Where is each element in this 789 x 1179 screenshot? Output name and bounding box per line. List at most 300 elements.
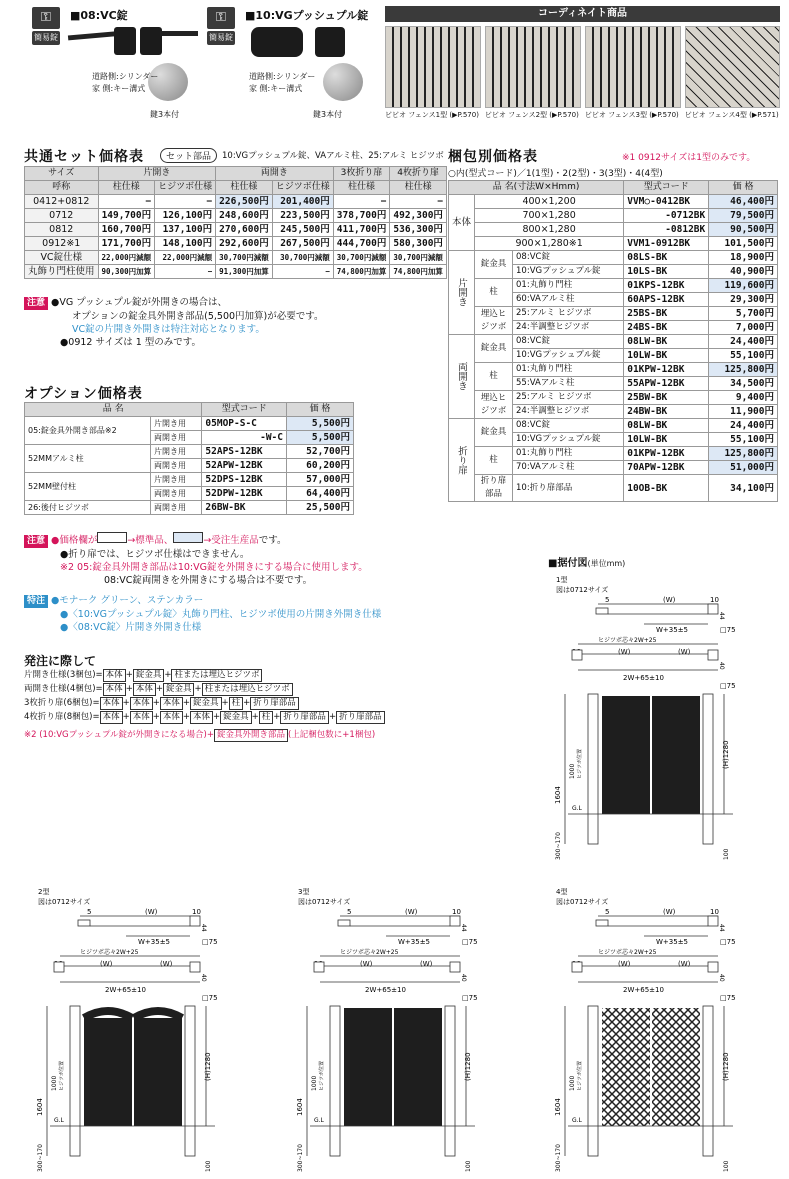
th: 両開き [216, 167, 334, 181]
plus: + [155, 684, 163, 694]
table-cell: − [333, 195, 390, 209]
dim-label: 2W+65±10 [623, 674, 664, 682]
table-cell: 55:VAアルミ柱 [513, 377, 624, 391]
th: ヒジツボ仕様 [272, 181, 333, 195]
table-cell: 119,600円 [709, 279, 778, 293]
dim-label: 44 [718, 924, 725, 932]
install-drawing [548, 886, 768, 1176]
note-line: です。 [258, 535, 287, 546]
table-cell: 24:半調整ヒジツボ [513, 405, 624, 419]
gate-panel [344, 1008, 392, 1126]
order-rows [24, 668, 444, 724]
table-cell: 0812 [25, 223, 99, 237]
table-cell: 01:丸飾り門柱 [513, 279, 624, 293]
table-cell: 444,700円 [333, 237, 390, 251]
table-cell: 5,500円 [287, 417, 354, 431]
dim-label: 5 [605, 596, 610, 604]
order-item: 本体 [160, 697, 183, 710]
table-cell: 05MOP-S-C [202, 417, 287, 431]
dim-label: 100 [465, 1160, 472, 1172]
plus: + [251, 712, 259, 722]
table-cell: VC錠仕様 [25, 251, 99, 265]
table-cell: 01:丸飾り門柱 [513, 447, 624, 461]
order-row [24, 696, 444, 710]
lock-keys: 鍵3本付 [313, 110, 343, 119]
note-line: ●価格欄が [51, 535, 98, 546]
table-cell: 08:VC錠 [513, 419, 624, 433]
table-cell: 01KPS-12BK [624, 279, 709, 293]
table-cell: 柱 [475, 279, 513, 307]
plus: + [122, 698, 130, 708]
table-cell: 79,500円 [709, 209, 778, 223]
dim-label: 5 [605, 908, 610, 916]
order-title: 発注に際して [24, 654, 97, 668]
lock-cyl: 道路側:シリンダー [92, 72, 159, 81]
table-cell: 52DPS-12BK [202, 473, 287, 487]
dim-label: 100 [723, 1160, 730, 1172]
coord-label-3[interactable]: ビビオ フェンス3型 (▶P.570) [584, 111, 679, 119]
table-cell: 24BS-BK [624, 321, 709, 335]
install-drawing [290, 886, 510, 1176]
dim-label: □75 [202, 938, 218, 946]
dim-label: G.L [54, 1117, 64, 1124]
table-cell: 57,000円 [287, 473, 354, 487]
th: 柱仕様 [216, 181, 273, 195]
table-cell: 60,200円 [287, 459, 354, 473]
dim-label: 44 [200, 924, 207, 932]
badge: 簡易錠 [207, 31, 235, 45]
table-cell: 25BW-BK [624, 391, 709, 405]
fence-image-2 [485, 26, 581, 108]
draw-rect [703, 1006, 713, 1156]
table-row [449, 223, 778, 237]
table-cell: 両開き用 [151, 431, 202, 445]
th: 型式コード [202, 403, 287, 417]
table-cell: 10LW-BK [624, 433, 709, 447]
table-row [25, 417, 354, 431]
th: 品 名 [25, 403, 202, 417]
draw-rect [708, 962, 718, 972]
table-row [25, 251, 447, 265]
dim-label: □75 [720, 994, 736, 1002]
table-row [25, 265, 447, 279]
dim-label: (W) [145, 908, 158, 916]
dim-label: W+35±5 [656, 626, 689, 634]
plus: + [194, 684, 202, 694]
table-cell: 137,100円 [155, 223, 216, 237]
draw-rect [338, 920, 350, 926]
draw-rect [572, 962, 582, 972]
drawing-type3 [290, 886, 510, 1176]
order-item: 本体 [130, 711, 153, 724]
table-cell: 錠金具 [475, 419, 513, 447]
install-drawing [548, 574, 768, 864]
table-cell: 64,400円 [287, 487, 354, 501]
dim-label: 1000 [569, 1075, 576, 1091]
table-cell: 55,100円 [709, 349, 778, 363]
th: 型式コード [624, 181, 709, 195]
order-item: 本体 [190, 711, 213, 724]
lock-vg [205, 3, 375, 121]
gate-panels [84, 1011, 182, 1126]
lock-in: 家 側:キー溝式 [249, 84, 303, 93]
setprice-table [24, 166, 447, 279]
dim-label: 2W+65±10 [365, 986, 406, 994]
table-cell: 錠金具 [475, 251, 513, 279]
draw-rect [596, 608, 608, 614]
dim-label: 図は0712サイズ [38, 898, 91, 906]
order-item: 錠金具 [133, 669, 165, 682]
order-item: 本体 [130, 697, 153, 710]
table-cell: 26BW-BK [202, 501, 287, 515]
note-line: ※2 05:錠金具外開き部品は10:VG錠を外開きにする場合に使用します。 [60, 562, 368, 573]
order-item: 本体 [160, 711, 183, 724]
dim-label: 1604 [554, 1098, 562, 1116]
table-row [25, 223, 447, 237]
coord-labels [385, 110, 785, 120]
table-cell: 30,700円減額 [333, 251, 390, 265]
table-cell: 11,900円 [709, 405, 778, 419]
table-cell: 01KPW-12BK [624, 447, 709, 461]
table-cell: 34,500円 [709, 377, 778, 391]
table-row [449, 447, 778, 461]
table-cell: 25:アルミ ヒジツボ [513, 307, 624, 321]
order-item: 柱 [259, 711, 274, 724]
coord-label-1[interactable]: ビビオ フェンス1型 (▶P.570) [385, 111, 479, 119]
dim-label: (W) [618, 648, 631, 656]
draw-rect [330, 1006, 340, 1156]
table-cell: 01KPW-12BK [624, 363, 709, 377]
table-cell: 10LS-BK [624, 265, 709, 279]
pack-title: 梱包別価格表 [448, 149, 538, 165]
table-cell: 01:丸飾り門柱 [513, 363, 624, 377]
table-cell: 10:VGプッシュプル錠 [513, 433, 624, 447]
table-row [449, 475, 778, 502]
table-cell: 70:VAアルミ柱 [513, 461, 624, 475]
table-row [25, 195, 447, 209]
table-cell: 08:VC錠 [513, 251, 624, 265]
notes2 [24, 532, 434, 587]
table-cell: 05:錠金具外開き部品※2 [25, 417, 151, 445]
table-cell: 柱 [475, 363, 513, 391]
fence-image-3 [585, 26, 681, 108]
dim-label: □75 [202, 994, 218, 1002]
lock-cyl: 道路側:シリンダー [249, 72, 316, 81]
th: 柱仕様 [390, 181, 447, 195]
plus: + [125, 670, 133, 680]
draw-rect [185, 1006, 195, 1156]
plus: + [273, 712, 281, 722]
setprice-title: 共通セット価格表 [24, 149, 144, 165]
table-cell: 248,600円 [216, 209, 273, 223]
setprice-tag: セット部品 [160, 148, 217, 163]
table-cell: 9,400円 [709, 391, 778, 405]
dim-label: W+35±5 [398, 938, 431, 946]
gate-panel [84, 1018, 132, 1126]
dim-label: 10 [710, 908, 719, 916]
order-label: 3枚折り扉(6梱包)= [24, 698, 100, 708]
dim-label: 5 [87, 908, 92, 916]
dim-label: 3型 [298, 888, 310, 896]
table-cell: -0712BK [624, 209, 709, 223]
table-cell: VVM1-0912BK [624, 237, 709, 251]
th: 価 格 [287, 403, 354, 417]
table-cell: 08LS-BK [624, 251, 709, 265]
gate-panel [652, 1008, 700, 1126]
table-cell: 08LW-BK [624, 419, 709, 433]
table-cell: 52DPW-12BK [202, 487, 287, 501]
dim-label: G.L [572, 1117, 582, 1124]
custom-box [173, 532, 203, 543]
dim-label: (W) [420, 960, 433, 968]
table-row [449, 363, 778, 377]
table-cell: 125,800円 [709, 363, 778, 377]
note-line: ●0912 サイズは 1 型のみです。 [60, 337, 202, 348]
th: 4枚折り扉 [390, 167, 447, 181]
order-row [24, 668, 444, 682]
drawing-type4 [548, 886, 768, 1176]
table-cell: 24,400円 [709, 419, 778, 433]
draw-rect [190, 962, 200, 972]
dim-label: 10 [452, 908, 461, 916]
dim-label: 40 [460, 974, 467, 982]
dim-label: 1604 [296, 1098, 304, 1116]
note-tag: 注意 [24, 297, 48, 310]
note-tag: 注意 [24, 535, 48, 548]
dim-label: 300~170 [297, 1144, 304, 1172]
dim-label: 図は0712サイズ [556, 586, 609, 594]
order-label: 両開き仕様(4梱包)= [24, 684, 103, 694]
dim-label: (W) [405, 908, 418, 916]
table-cell: 125,800円 [709, 447, 778, 461]
table-cell: 74,800円加算 [333, 265, 390, 279]
table-cell: 0412+0812 [25, 195, 99, 209]
dim-label: ヒジツボ芯々2W+25 [598, 949, 657, 956]
table-cell: 24BW-BK [624, 405, 709, 419]
order-item: 本体 [100, 697, 123, 710]
dim-label: 44 [460, 924, 467, 932]
draw-rect [708, 604, 718, 614]
plus: + [182, 698, 190, 708]
dim-label: W+35±5 [656, 938, 689, 946]
order-item: 本体 [133, 683, 156, 696]
table-cell: 10LW-BK [624, 349, 709, 363]
table-cell: 52APS-12BK [202, 445, 287, 459]
gate-panels [602, 1008, 700, 1126]
lock-handle-2 [160, 31, 198, 36]
coord-label-4[interactable]: ビビオ フェンス4型 (▶P.571) [684, 111, 779, 119]
order-item: 柱または埋込ヒジツボ [202, 683, 293, 696]
table-cell: 10:VGプッシュプル錠 [513, 349, 624, 363]
table-cell: 両開き用 [151, 501, 202, 515]
draw-rect [190, 916, 200, 926]
dim-label: □75 [462, 994, 478, 1002]
dim-label: 300~170 [37, 1144, 44, 1172]
note-line: ●モナーク グリーン、ステンカラー [51, 595, 204, 606]
table-cell: 51,000円 [709, 461, 778, 475]
install-title-text: ■据付図 [548, 558, 588, 569]
dim-label: 1型 [556, 576, 568, 584]
drawing-type1 [548, 574, 768, 874]
table-cell: 900×1,280※1 [475, 237, 624, 251]
lock-in: 家 側:キー溝式 [92, 84, 146, 93]
table-cell: 101,500円 [709, 237, 778, 251]
plus: + [152, 698, 160, 708]
coord-label-2[interactable]: ビビオ フェンス2型 (▶P.570) [484, 111, 579, 119]
table-cell: 10:VGプッシュプル錠 [513, 265, 624, 279]
table-cell: 25BS-BK [624, 307, 709, 321]
plus: + [152, 712, 160, 722]
dim-label: (H)1280 [722, 740, 730, 769]
order-item: 錠金具 [220, 711, 252, 724]
draw-rect [450, 916, 460, 926]
table-cell: 55APW-12BK [624, 377, 709, 391]
table-row [25, 501, 354, 515]
table-cell: 08:VC錠 [513, 335, 624, 349]
table-cell: 411,700円 [333, 223, 390, 237]
table-cell: 55,100円 [709, 433, 778, 447]
table-cell: 5,700円 [709, 307, 778, 321]
table-cell: 149,700円 [98, 209, 155, 223]
table-cell: 90,300円加算 [98, 265, 155, 279]
gate-panel [602, 1008, 650, 1126]
table-row [449, 335, 778, 349]
note-line: ●〈10:VGプッシュプル錠〉丸飾り門柱、ヒジツボ使用の片開き外開き仕様 [60, 609, 382, 620]
dim-label: □75 [720, 682, 736, 690]
table-cell: 08LW-BK [624, 335, 709, 349]
draw-rect [708, 916, 718, 926]
dim-label: ヒジツボ位置 [577, 1060, 583, 1091]
install-title [548, 554, 625, 569]
plus: + [122, 712, 130, 722]
table-cell: 26:後付ヒジツボ [25, 501, 151, 515]
gate-panels [344, 1008, 442, 1126]
table-cell: − [272, 265, 333, 279]
draw-rect [596, 920, 608, 926]
table-cell: 錠金具 [475, 335, 513, 363]
dim-label: 1000 [311, 1075, 318, 1091]
th: 価 格 [709, 181, 778, 195]
table-row [25, 209, 447, 223]
order-item: 柱 [229, 697, 244, 710]
install-drawing [30, 886, 250, 1176]
dim-label: 10 [710, 596, 719, 604]
table-cell: 270,600円 [216, 223, 273, 237]
table-cell: 52,700円 [287, 445, 354, 459]
table-cell: 折り扉部品 [475, 475, 513, 502]
gate-panel [134, 1018, 182, 1126]
table-row [25, 445, 354, 459]
table-row [25, 237, 447, 251]
dim-label: 1604 [36, 1098, 44, 1116]
table-cell: 223,500円 [272, 209, 333, 223]
install-unit: (単位mm) [587, 559, 626, 568]
option-title: オプション価格表 [24, 386, 143, 402]
draw-rect [314, 962, 324, 972]
th: 柱仕様 [333, 181, 390, 195]
table-cell: − [390, 195, 447, 209]
dim-label: ヒジツボ位置 [577, 748, 583, 779]
table-cell: 10:折り扉部品 [513, 475, 624, 502]
dim-label: 図は0712サイズ [298, 898, 351, 906]
table-cell: 30,700円減額 [390, 251, 447, 265]
lock-name: ■08:VC錠 [70, 9, 128, 22]
dim-label: 100 [723, 848, 730, 860]
note-line: VC錠の片開き外開きは特注対応となります。 [72, 324, 265, 335]
table-row [449, 307, 778, 321]
plus: + [328, 712, 337, 722]
draw-rect [708, 650, 718, 660]
table-cell: 18,900円 [709, 251, 778, 265]
table-cell: 7,000円 [709, 321, 778, 335]
table-cell: 両開き用 [151, 487, 202, 501]
lock-vc [30, 3, 198, 121]
table-cell: 24,400円 [709, 335, 778, 349]
dim-label: 図は0712サイズ [556, 898, 609, 906]
gate-panel [602, 696, 650, 814]
plus: + [182, 712, 190, 722]
table-cell: 378,700円 [333, 209, 390, 223]
table-cell: 90,500円 [709, 223, 778, 237]
table-cell: -W-C [202, 431, 287, 445]
table-cell: 171,700円 [98, 237, 155, 251]
dim-label: 2W+65±10 [623, 986, 664, 994]
dim-label: (W) [100, 960, 113, 968]
table-cell: 埋込ヒジツボ [475, 307, 513, 335]
table-row [449, 195, 778, 209]
notes1 [24, 296, 424, 349]
draw-rect [588, 694, 598, 844]
pack-sub: ○内(型式コード)／1(1型)・2(2型)・3(3型)・4(4型) [448, 169, 663, 179]
table-cell: 700×1,280 [475, 209, 624, 223]
table-cell: 91,300円加算 [216, 265, 273, 279]
order-item: 折り扉部品 [280, 711, 329, 724]
plus: + [164, 670, 172, 680]
plus: + [125, 684, 133, 694]
lock-keys: 鍵3本付 [150, 110, 180, 119]
dim-label: G.L [314, 1117, 324, 1124]
fence-image-4 [685, 26, 780, 108]
dim-label: 40 [200, 974, 207, 982]
table-cell: 292,600円 [216, 237, 273, 251]
keys [148, 63, 188, 101]
order-item: 折り扉部品 [250, 697, 299, 710]
table-cell: 52MMアルミ柱 [25, 445, 151, 473]
lock-body [114, 27, 136, 55]
th: 柱仕様 [98, 181, 155, 195]
note-line: →受注生産品 [203, 535, 259, 546]
dim-label: (W) [663, 908, 676, 916]
group-cell: 本体 [449, 195, 475, 251]
table-cell: 埋込ヒジツボ [475, 391, 513, 419]
table-cell: 40,900円 [709, 265, 778, 279]
dim-label: 1000 [569, 763, 576, 779]
table-cell: 柱 [475, 447, 513, 475]
key-icon: ⚿ [32, 7, 60, 29]
table-cell: 492,300円 [390, 209, 447, 223]
dim-label: 40 [718, 974, 725, 982]
table-cell: 片開き用 [151, 417, 202, 431]
dim-label: ヒジツボ芯々2W+25 [598, 637, 657, 644]
order-item: 錠金具 [163, 683, 195, 696]
table-cell: 0912※1 [25, 237, 99, 251]
draw-rect [78, 920, 90, 926]
table-cell: 両開き用 [151, 459, 202, 473]
dim-label: W+35±5 [138, 938, 171, 946]
table-cell: 22,000円減額 [98, 251, 155, 265]
dim-label: 5 [347, 908, 352, 916]
dim-label: (H)1280 [204, 1052, 212, 1081]
